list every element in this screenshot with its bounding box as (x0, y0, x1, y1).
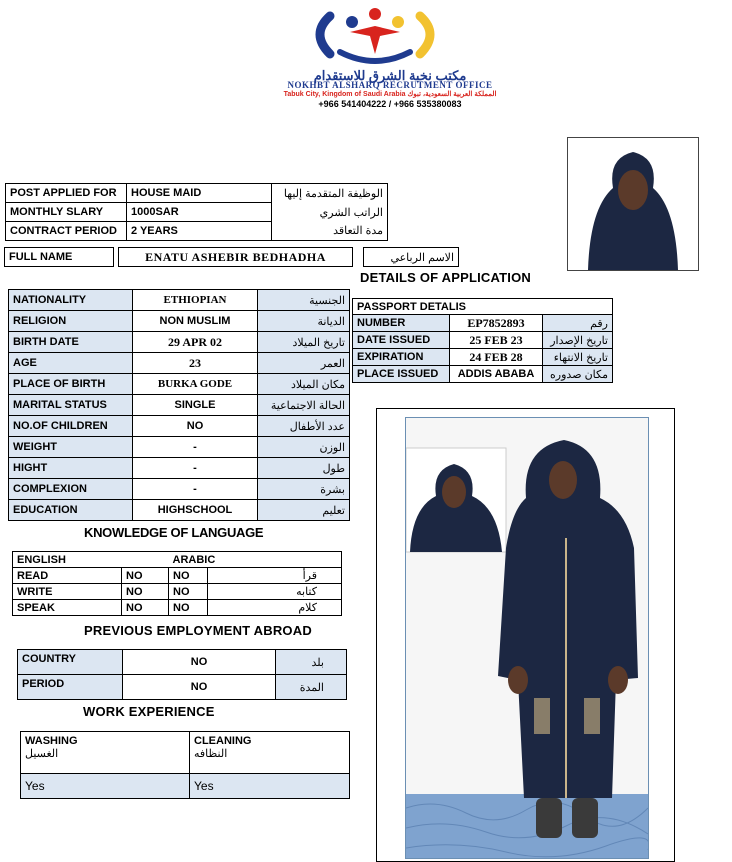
experience-label: CLEANING (194, 735, 252, 747)
personal-label-ar: تاريخ الميلاد (258, 332, 350, 353)
company-arabic-name: مكتب نخبة الشرق للاستقدام (313, 68, 467, 83)
personal-label: EDUCATION (9, 500, 133, 521)
job-value: 2 YEARS (127, 222, 272, 241)
full-name-label: FULL NAME (5, 248, 114, 267)
personal-label: BIRTH DATE (9, 332, 133, 353)
experience-label-ar: الغسيل (25, 748, 59, 760)
employment-label: PERIOD (18, 675, 123, 700)
personal-label: AGE (9, 353, 133, 374)
personal-label: WEIGHT (9, 437, 133, 458)
experience-value: Yes (190, 774, 350, 799)
personal-value: 29 APR 02 (133, 332, 258, 353)
personal-value: 23 (133, 353, 258, 374)
language-english-value: NO (122, 584, 169, 600)
experience-item (190, 732, 350, 774)
employment-label-ar: بلد (276, 650, 347, 675)
employment-value: NO (123, 675, 276, 700)
language-label: SPEAK (13, 600, 122, 616)
personal-label-ar: طول (258, 458, 350, 479)
job-label: MONTHLY SLARY (6, 203, 127, 222)
language-english-value: NO (122, 568, 169, 584)
employment-title: PREVIOUS EMPLOYMENT ABROAD (84, 623, 312, 638)
passport-label: NUMBER (353, 315, 450, 332)
employment-label-ar: المدة (276, 675, 347, 700)
personal-value: ETHIOPIAN (133, 290, 258, 311)
details-title: DETAILS OF APPLICATION (360, 270, 531, 285)
language-arabic-value: NO (169, 584, 208, 600)
experience-item (21, 732, 190, 774)
company-location-ar: المملكة العربية السعودية، تبوك (407, 91, 497, 98)
personal-value: SINGLE (133, 395, 258, 416)
employment-value: NO (123, 650, 276, 675)
passport-label-ar: تاريخ الانتهاء (543, 349, 613, 366)
photo-frame (405, 417, 649, 859)
language-label: WRITE (13, 584, 122, 600)
language-arabic-value: NO (169, 568, 208, 584)
language-title: KNOWLEDGE OF LANGUAGE (84, 525, 264, 540)
passport-table (352, 298, 613, 383)
company-location-en: Tabuk City, Kingdom of Saudi Arabia (283, 91, 406, 98)
company-location (230, 90, 550, 98)
personal-label-ar: تعليم (258, 500, 350, 521)
experience-title: WORK EXPERIENCE (83, 704, 215, 719)
job-label: POST APPLIED FOR (6, 184, 127, 203)
passport-label-ar: تاريخ الإصدار (543, 332, 613, 349)
job-label-ar: الوظيفة المتقدمة إليها (272, 184, 388, 203)
passport-label: PLACE ISSUED (353, 366, 450, 383)
full-name-row (4, 247, 459, 267)
passport-value: EP7852893 (450, 315, 543, 332)
experience-value: Yes (21, 774, 190, 799)
language-table (12, 551, 342, 616)
experience-table (20, 731, 350, 799)
personal-label-ar: الجنسية (258, 290, 350, 311)
personal-value: - (133, 458, 258, 479)
personal-label: HIGHT (9, 458, 133, 479)
personal-label: NO.OF CHILDREN (9, 416, 133, 437)
passport-value: 24 FEB 28 (450, 349, 543, 366)
personal-label: NATIONALITY (9, 290, 133, 311)
passport-label-ar: مكان صدوره (543, 366, 613, 383)
language-col-english: ENGLISH (13, 552, 169, 568)
job-label: CONTRACT PERIOD (6, 222, 127, 241)
full-name-label-ar: الاسم الرباعي (364, 248, 459, 267)
spacer (353, 248, 364, 267)
personal-label-ar: الحالة الاجتماعية (258, 395, 350, 416)
language-label: READ (13, 568, 122, 584)
company-logo (300, 4, 450, 68)
passport-label-ar: رقم (543, 315, 613, 332)
personal-value: HIGHSCHOOL (133, 500, 258, 521)
full-body-photo (376, 408, 675, 862)
passport-label: EXPIRATION (353, 349, 450, 366)
passport-title: PASSPORT DETALIS (353, 299, 613, 315)
employment-label: COUNTRY (18, 650, 123, 675)
job-label-ar: الراتب الشري (272, 203, 388, 222)
passport-value: 25 FEB 23 (450, 332, 543, 349)
personal-label: PLACE OF BIRTH (9, 374, 133, 395)
language-english-value: NO (122, 600, 169, 616)
full-name-value: ENATU ASHEBIR BEDHADHA (119, 248, 353, 267)
passport-label: DATE ISSUED (353, 332, 450, 349)
job-value: 1000SAR (127, 203, 272, 222)
personal-value: - (133, 437, 258, 458)
experience-label-ar: النظافه (194, 748, 228, 760)
personal-value: NO (133, 416, 258, 437)
experience-label: WASHING (25, 735, 78, 747)
job-label-ar: مدة التعاقد (272, 222, 388, 241)
language-col-arabic: ARABIC (169, 552, 342, 568)
personal-label: RELIGION (9, 311, 133, 332)
employment-table (17, 649, 347, 700)
personal-label-ar: الديانة (258, 311, 350, 332)
portrait-photo (567, 137, 699, 271)
personal-label-ar: الوزن (258, 437, 350, 458)
passport-value: ADDIS ABABA (450, 366, 543, 383)
language-label-ar: قرأ (208, 568, 342, 584)
personal-label-ar: عدد الأطفال (258, 416, 350, 437)
personal-label-ar: بشرة (258, 479, 350, 500)
personal-value: NON MUSLIM (133, 311, 258, 332)
language-label-ar: كتابه (208, 584, 342, 600)
personal-table (8, 289, 350, 521)
personal-label: MARITAL STATUS (9, 395, 133, 416)
company-english-name: NOKHBT ALSHARQ RECRUTMENT OFFICE (287, 80, 493, 90)
job-value: HOUSE MAID (127, 184, 272, 203)
language-label-ar: كلام (208, 600, 342, 616)
personal-value: BURKA GODE (133, 374, 258, 395)
job-table (5, 183, 388, 241)
personal-label-ar: مكان الميلاد (258, 374, 350, 395)
language-arabic-value: NO (169, 600, 208, 616)
personal-label-ar: العمر (258, 353, 350, 374)
company-phones: +966 541404222 / +966 535380083 (318, 99, 462, 109)
personal-value: - (133, 479, 258, 500)
personal-label: COMPLEXION (9, 479, 133, 500)
